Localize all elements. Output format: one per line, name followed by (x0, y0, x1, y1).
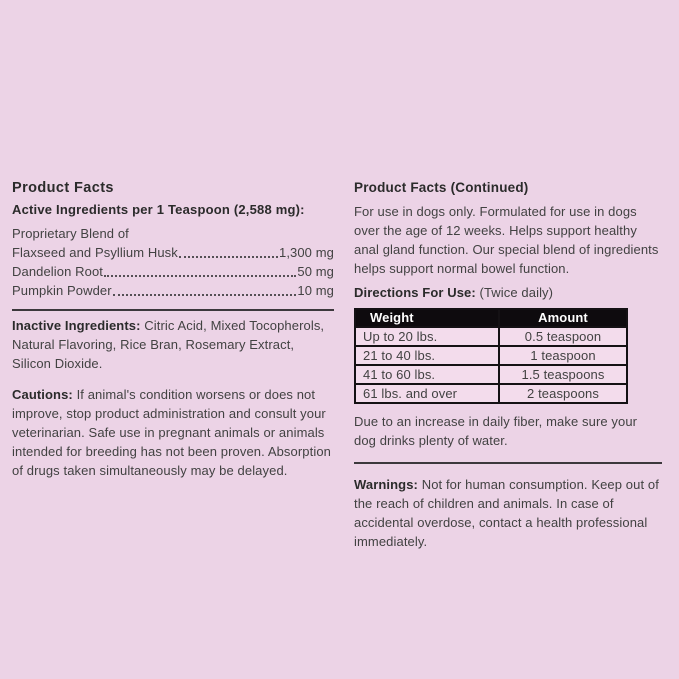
amount-column-header: Amount (499, 309, 627, 327)
weight-cell: Up to 20 lbs. (355, 327, 499, 346)
product-facts-title: Product Facts (12, 180, 114, 196)
amount-cell: 0.5 teaspoon (499, 327, 627, 346)
ingredient-amount: 50 mg (297, 264, 334, 279)
inactive-ingredients-paragraph (12, 316, 334, 373)
weight-cell: 41 to 60 lbs. (355, 365, 499, 384)
dosage-table-row (355, 327, 627, 346)
right-column (354, 180, 662, 551)
leader-dots (179, 243, 278, 258)
ingredient-name: Dandelion Root (12, 264, 104, 279)
weight-cell: 21 to 40 lbs. (355, 346, 499, 365)
ingredient-row (12, 262, 334, 281)
proprietary-blend-label: Proprietary Blend of (12, 226, 129, 241)
dosage-table-row (355, 346, 627, 365)
amount-cell: 1 teaspoon (499, 346, 627, 365)
cautions-text: If animal's condition worsens or does not improve, stop product administration and consult your veterinarian. Safe use in pregnant animals or animals intended for breeding has not been proven. Absorption of drugs taken simultaneously may be delayed. (12, 387, 331, 478)
weight-cell: 61 lbs. and over (355, 384, 499, 403)
ingredient-name: Pumpkin Powder (12, 283, 112, 298)
cautions-label: Cautions: (12, 387, 73, 402)
dosage-table-row (355, 365, 627, 384)
warnings-text: Not for human consumption. Keep out of the reach of children and animals. In case of accidental overdose, contact a health professional immediately. (354, 477, 659, 549)
weight-column-header: Weight (355, 309, 499, 327)
directions-frequency: (Twice daily) (479, 285, 554, 300)
section-divider (354, 462, 662, 464)
left-column (12, 180, 334, 480)
dosage-table-header-row (355, 309, 627, 327)
amount-cell: 2 teaspoons (499, 384, 627, 403)
leader-dots (104, 262, 296, 277)
inactive-ingredients-label: Inactive Ingredients: (12, 318, 141, 333)
warnings-paragraph (354, 475, 662, 551)
ingredient-amount: 10 mg (297, 283, 334, 298)
product-facts-continued-title: Product Facts (Continued) (354, 180, 529, 195)
fiber-note: Due to an increase in daily fiber, make sure your dog drinks plenty of water. (354, 414, 638, 448)
warnings-label: Warnings: (354, 477, 418, 492)
ingredient-row (12, 243, 334, 262)
active-ingredients-heading: Active Ingredients per 1 Teaspoon (2,588 mg): (12, 202, 305, 217)
ingredient-row (12, 281, 334, 300)
leader-dots (113, 281, 297, 296)
dosage-table-row (355, 384, 627, 403)
ingredient-name: Flaxseed and Psyllium Husk (12, 245, 178, 260)
intro-paragraph: For use in dogs only. Formulated for use in dogs over the age of 12 weeks. Helps support healthy anal gland function. Our special blend of ingredients helps support normal bowel function. (354, 204, 659, 276)
directions-label: Directions For Use: (354, 285, 476, 300)
dosage-table (354, 308, 628, 404)
amount-cell: 1.5 teaspoons (499, 365, 627, 384)
ingredient-amount: 1,300 mg (278, 245, 334, 260)
section-divider (12, 309, 334, 311)
cautions-paragraph (12, 385, 334, 480)
directions-line (354, 283, 662, 302)
inactive-ingredients-text: Citric Acid, Mixed Tocopherols, Natural Flavoring, Rice Bran, Rosemary Extract, Silicon Dioxide. (12, 318, 325, 371)
